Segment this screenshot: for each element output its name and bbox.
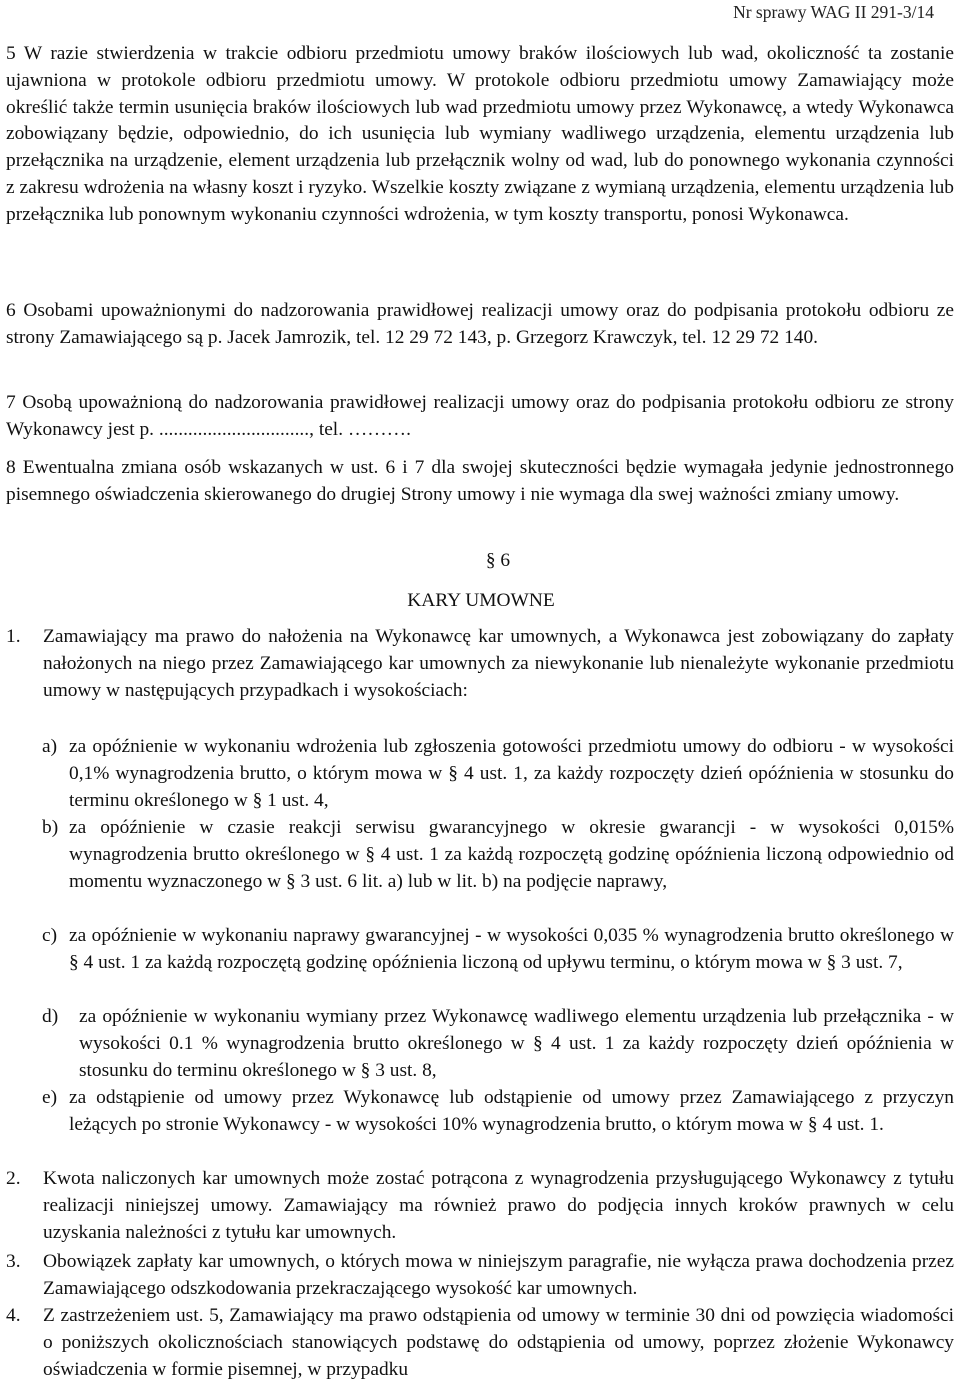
- paragraph-number: 8: [6, 457, 16, 478]
- paragraph-6: [6, 298, 954, 352]
- paragraph-text: W razie stwierdzenia w trakcie odbioru przedmiotu umowy braków ilościowych lub wad, okoliczność ta zostanie ujawniona w protokole odbioru przedmiotu umowy. W protokole odbioru przedmiotu umowy Zamawiający może określić także termin usunięcia braków ilościowych lub wad przedmiotu umowy przez Wykonawcę, a wtedy Wykonawca zobowiązany będzie, odpowiednio, do ich usunięcia lub wymiany wadliwego urządzenia, elementu urządzenia lub przełącznika na urządzenie, element urządzenia lub przełącznik wolny od wad, lub do ponownego wykonania czynności z zakresu wdrożenia na własny koszt i ryzyko. Wszelkie koszty związane z wymianą urządzenia, elementu urządzenia lub przełącznika lub ponownym wykonaniu czynności wdrożenia, w tym koszty transportu, ponosi Wykonawca.: [6, 43, 954, 225]
- list-item-1: [6, 624, 954, 704]
- sub-item-a: [42, 734, 954, 814]
- section-symbol: § 6: [485, 550, 511, 571]
- sub-item-c: [42, 923, 954, 977]
- sub-item-text: za odstąpienie od umowy przez Wykonawcę lub odstąpienie od umowy przez Zamawiającego z przyczyn leżących po stronie Wykonawcy - w wysokości 10% wynagrodzenia brutto, o którym mowa w § 4 ust. 1.: [69, 1087, 954, 1135]
- sub-item-text: za opóźnienie w wykonaniu wymiany przez Wykonawcę wadliwego elementu urządzenia lub przełącznika - w wysokości 0.1 % wynagrodzenia brutto określonego w § 4 ust. 1 za każdy rozpoczęty dzień opóźnienia w stosunku do terminu określonego w § 3 ust. 8,: [79, 1006, 954, 1081]
- paragraph-number: 7: [6, 392, 16, 413]
- paragraph-number: 5: [6, 43, 16, 64]
- sub-item-text: za opóźnienie w czasie reakcji serwisu gwarancyjnego w okresie gwarancji - w wysokości 0,015% wynagrodzenia brutto określonego w § 4 ust. 1 za każdą rozpoczętą godzinę opóźnienia liczoną odpowiednio od momentu wyznaczonego w § 3 ust. 6 lit. a) lub w lit. b) na podjęcie naprawy,: [69, 817, 954, 892]
- sub-item-letter: c): [42, 925, 58, 946]
- paragraph-text: Ewentualna zmiana osób wskazanych w ust. 6 i 7 dla swojej skuteczności będzie wymagała jedynie jednostronnego pisemnego oświadczenia skierowanego do drugiej Strony umowy i nie wymaga dla swej ważności zmiany umowy.: [6, 457, 954, 505]
- list-item-number: 3.: [6, 1251, 21, 1272]
- list-item-text: Obowiązek zapłaty kar umownych, o których mowa w niniejszym paragrafie, nie wyłącza prawa dochodzenia przez Zamawiającego odszkodowania przekraczającego wysokość kar umownych.: [43, 1251, 954, 1299]
- list-item-4: [6, 1303, 954, 1383]
- section-title: KARY UMOWNE: [407, 590, 555, 611]
- sub-item-b: [42, 815, 954, 895]
- paragraph-8: [6, 455, 954, 509]
- paragraph-5: [6, 41, 954, 229]
- paragraph-number: 6: [6, 300, 16, 321]
- case-number-header: Nr sprawy WAG II 291-3/14: [733, 2, 934, 22]
- list-item-number: 4.: [6, 1305, 21, 1326]
- sub-item-letter: b): [42, 817, 59, 838]
- list-item-2: [6, 1166, 954, 1246]
- paragraph-7: [6, 390, 954, 444]
- list-item-text: Z zastrzeżeniem ust. 5, Zamawiający ma prawo odstąpienia od umowy w terminie 30 dni od powzięcia wiadomości o poniższych okolicznościach stanowiących podstawę do odstąpienia od umowy, poprzez złożenie Wykonawcy oświadczenia w formie pisemnej, w przypadku: [43, 1305, 954, 1380]
- sub-item-d: [42, 1004, 954, 1084]
- paragraph-text: Osobami upoważnionymi do nadzorowania prawidłowej realizacji umowy oraz do podpisania protokołu odbioru ze strony Zamawiającego są p. Jacek Jamrozik, tel. 12 29 72 143, p. Grzegorz Krawczyk, tel. 12 29 72 140.: [6, 300, 954, 348]
- list-item-number: 2.: [6, 1168, 21, 1189]
- list-item-3: [6, 1249, 954, 1303]
- sub-item-letter: d): [42, 1006, 59, 1027]
- sub-item-letter: e): [42, 1087, 58, 1108]
- paragraph-text: Osobą upoważnioną do nadzorowania prawidłowej realizacji umowy oraz do podpisania protokołu odbioru ze strony Wykonawcy jest p. ..............................., tel. ……….: [6, 392, 954, 440]
- list-item-text: Kwota naliczonych kar umownych może zostać potrącona z wynagrodzenia przysługującego Wykonawcy z tytułu realizacji niniejszej umowy. Zamawiający ma również prawo do podjęcia innych kroków prawnych w celu uzyskania należności z tytułu kar umownych.: [43, 1168, 954, 1243]
- sub-item-e: [42, 1085, 954, 1139]
- list-item-text: Zamawiający ma prawo do nałożenia na Wykonawcę kar umownych, a Wykonawca jest zobowiązany do zapłaty nałożonych na niego przez Zamawiającego kar umownych za niewykonanie lub nienależyte wykonanie przedmiotu umowy w następujących przypadkach i wysokościach:: [43, 626, 954, 701]
- list-item-number: 1.: [6, 626, 21, 647]
- sub-item-text: za opóźnienie w wykonaniu naprawy gwarancyjnej - w wysokości 0,035 % wynagrodzenia brutto określonego w § 4 ust. 1 za każdą rozpoczętą godzinę opóźnienia liczoną od upływu terminu, o którym mowa w § 3 ust. 7,: [69, 925, 954, 973]
- sub-item-letter: a): [42, 736, 58, 757]
- sub-item-text: za opóźnienie w wykonaniu wdrożenia lub zgłoszenia gotowości przedmiotu umowy do odbioru - w wysokości 0,1% wynagrodzenia brutto, o którym mowa w § 4 ust. 1, za każdy rozpoczęty dzień opóźnienia w stosunku do terminu określonego w § 1 ust. 4,: [69, 736, 954, 811]
